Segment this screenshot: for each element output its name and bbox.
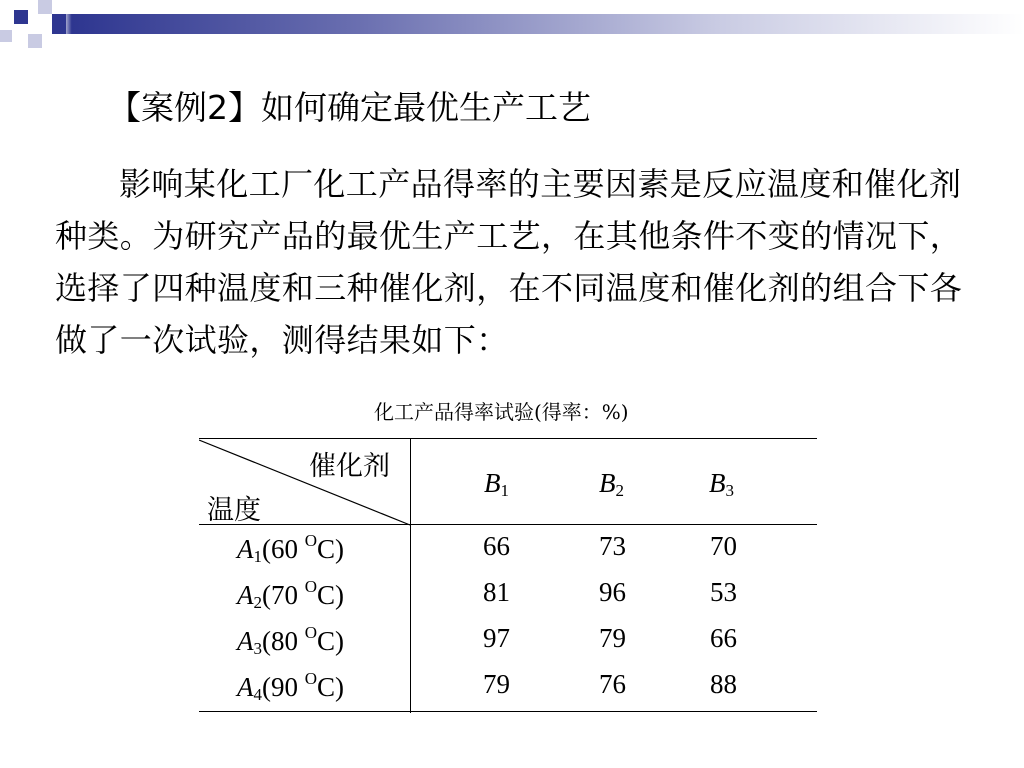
- table-cell: 53: [710, 577, 737, 607]
- header-gradient-bar: [0, 14, 1024, 34]
- table-caption: 化工产品得率试验(得率：%): [374, 400, 629, 424]
- row-label: $A_1(60$ $^O$C): [237, 531, 345, 566]
- banner-square: [28, 34, 42, 48]
- header-banner: [0, 0, 1024, 60]
- corner-header-temperature: 温度: [207, 495, 261, 526]
- table-cell: 88: [710, 669, 737, 699]
- table-cell: 96: [599, 577, 626, 607]
- table-cell: 79: [599, 623, 626, 653]
- row-label: $A_2(70$ $^O$C): [237, 577, 345, 612]
- table-bottom-rule: [199, 711, 817, 712]
- column-header: $B_2$: [599, 468, 624, 500]
- row-label: $A_4(90$ $^O$C): [237, 669, 345, 704]
- banner-square: [0, 30, 12, 42]
- row-label: $A_3(80$ $^O$C): [237, 623, 345, 658]
- banner-square: [52, 14, 66, 34]
- banner-square: [14, 10, 28, 24]
- table-cell: 79: [483, 669, 510, 699]
- corner-header-catalyst: 催化剂: [309, 451, 390, 482]
- table-cell: 76: [599, 669, 626, 699]
- column-header: $B_3$: [709, 468, 734, 500]
- table-cell: 81: [483, 577, 510, 607]
- table-cell: 66: [483, 531, 510, 561]
- table-cell: 70: [710, 531, 737, 561]
- body-paragraph: 影响某化工厂化工产品得率的主要因素是反应温度和催化剂种类。为研究产品的最优生产工艺，在其他条件不变的情况下，选择了四种温度和三种催化剂，在不同温度和催化剂的组合下各做了一次试验，测得结果如下：: [55, 165, 963, 359]
- table-cell: 66: [710, 623, 737, 653]
- column-header: $B_1$: [484, 468, 509, 500]
- yield-table: [199, 438, 817, 713]
- table-cell: 97: [483, 623, 510, 653]
- banner-square: [38, 0, 52, 14]
- table-cell: 73: [599, 531, 626, 561]
- slide-title: 【案例2】如何确定最优生产工艺: [108, 88, 591, 127]
